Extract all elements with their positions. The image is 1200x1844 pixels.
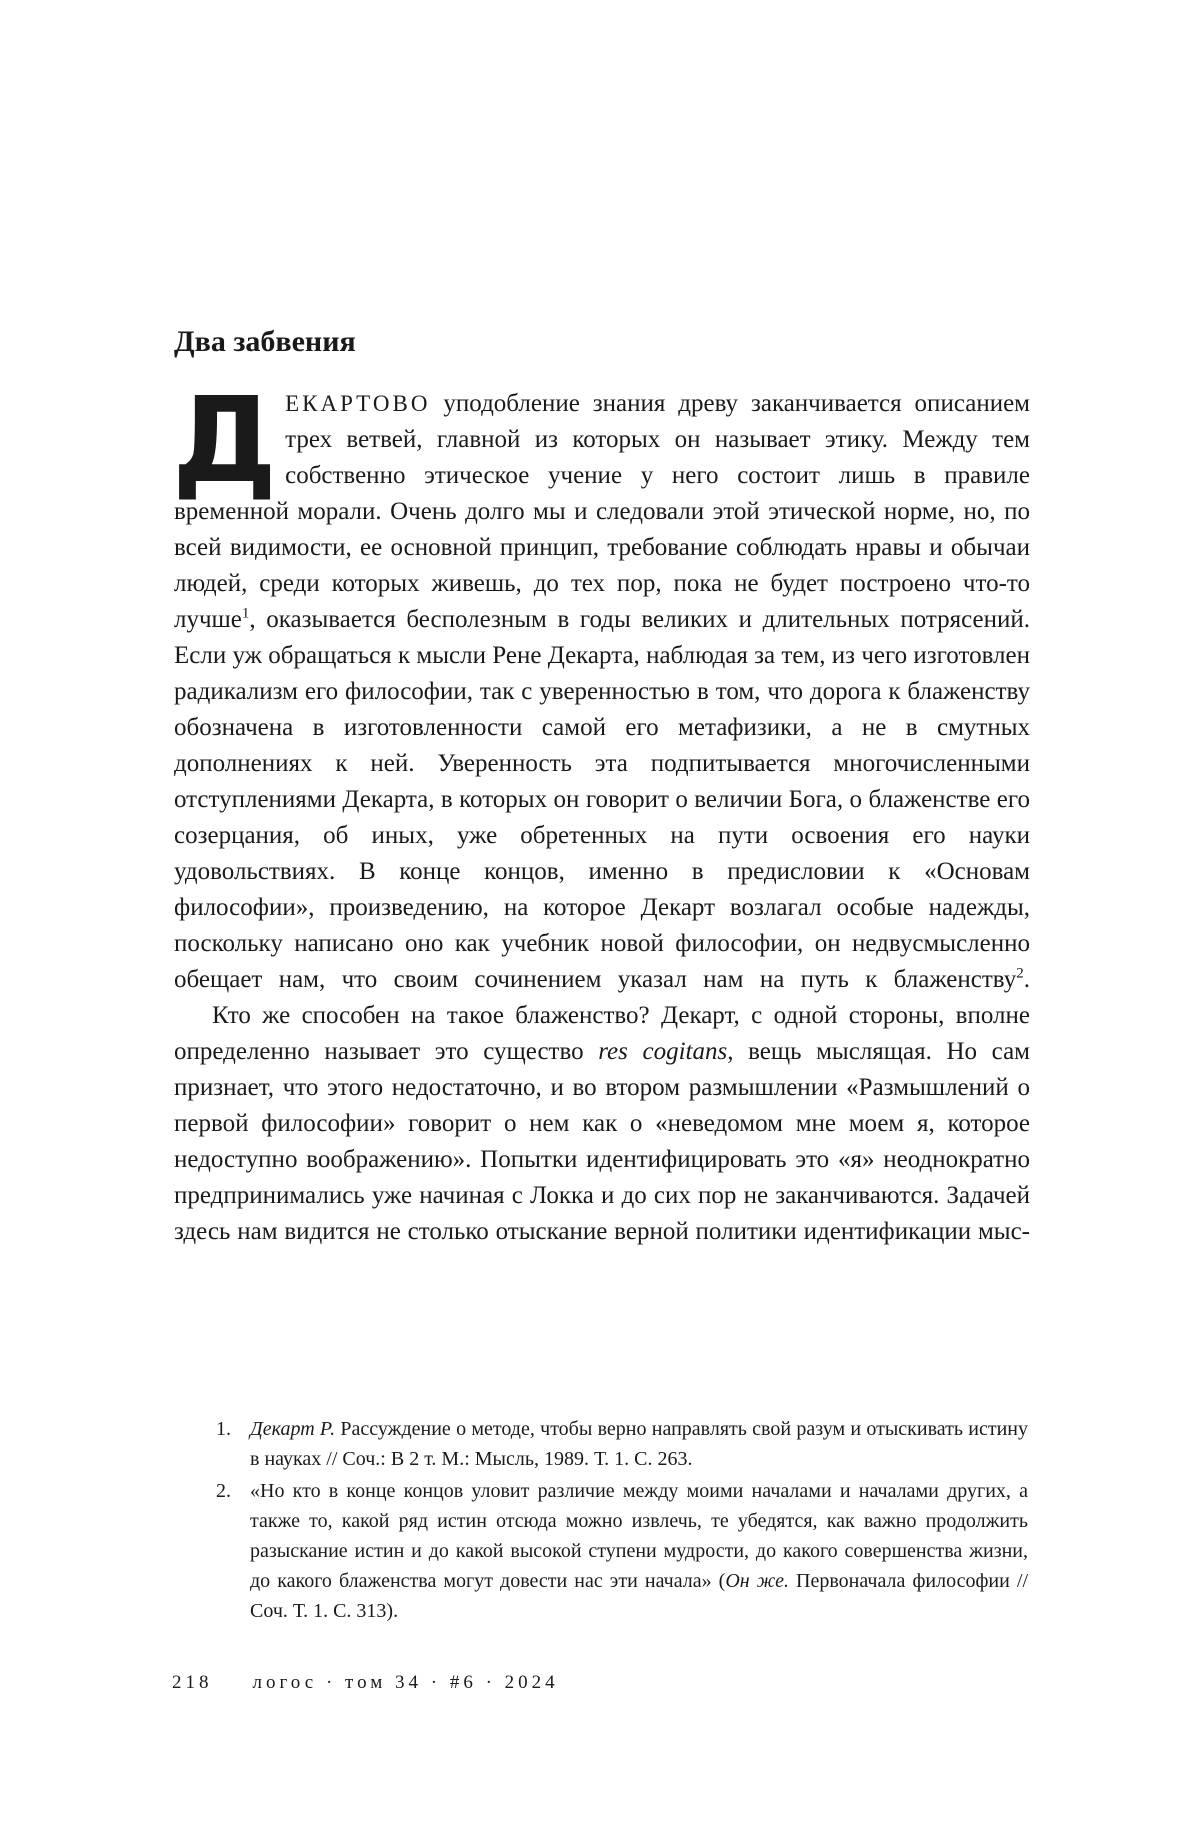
journal-info: логос · том 34 · #6 · 2024 [252, 1672, 559, 1693]
paragraph-1-text-c: . [1023, 966, 1030, 993]
latin-term: res cogitans [598, 1038, 728, 1065]
paragraph-2-text-b: , вещь мыслящая. Но сам признает, что этого недостаточно, и во втором размышлении «Размышлений о первой философии» говорит о нем как о «неведомом мне моем я, которое недоступно воображению». Попытки идентифицировать это «я» неоднократно предпринимались уже начиная с Локка и до сих пор не заканчиваются. Задачей здесь нам видится не столько отыскание верной политики идентификации мыс- [174, 1038, 1031, 1245]
footnote-2 [216, 1476, 1028, 1626]
footnote-italic: Он же. [725, 1570, 789, 1592]
footnote-ref-1[interactable]: 1 [241, 605, 250, 622]
paragraph-1-text-b: , оказывается бесполезным в годы великих и длительных потрясений. Если уж обращаться к мысли Рене Декарта, наблюдая за тем, из чего изготовлен радикализм его философии, так с уверенностью в том, что дорога к блаженству обозначена в изготовленности самой его метафизики, а не в смутных дополнениях к ней. Уверенность эта подпитывается многочисленными отступлениями Декарта, в которых он говорит о величии Бога, о блаженстве его созерцания, об иных, уже обретенных на пути освоения его науки удовольствиях. В конце концов, именно в предисловии к «Основам философии», произведению, на которое Декарт возлагал особые надежды, поскольку написано оно как учебник новой философии, он недвусмысленно обещает нам, что своим сочинением указал нам на путь к блаженству [174, 606, 1030, 993]
footnote-text-end: Первоначала философии // Соч. Т. 1. С. 313). [250, 1570, 1028, 1622]
page-number: 218 [172, 1672, 213, 1693]
paragraph-2 [174, 998, 1030, 1250]
body-text [172, 371, 1031, 1250]
footnote-author: Декарт Р. [250, 1418, 336, 1440]
footnote-1 [216, 1414, 1028, 1474]
footnotes [216, 1414, 1028, 1628]
section-title: Два забвения [174, 325, 356, 358]
lead-word: ЕКАРТОВО [285, 391, 431, 416]
footnote-text: Рассуждение о методе, чтобы верно направлять свой разум и отыскивать истину в науках // Соч.: В 2 т. М.: Мысль, 1989. Т. 1. С. 263. [250, 1418, 1028, 1470]
footnote-ref-2[interactable]: 2 [1016, 965, 1024, 982]
footnote-number: 2. [216, 1480, 231, 1502]
footnote-number: 1. [216, 1418, 231, 1440]
footnote-text: «Но кто в конце концов уловит различие между моими началами и началами других, а также то, какой ряд истин отсюда можно извлечь, те убедятся, как важно продолжить разыскание истин и до какой высокой ступени мудрости, до какого совершенства жизни, до какого блаженства могут довести нас эти начала» ( [250, 1480, 1028, 1592]
article-page [174, 318, 1030, 1250]
paragraph-1 [172, 371, 1030, 998]
paragraph-1-text-a: уподобление знания древу заканчивается описанием трех ветвей, главной из которых он называет этику. Между тем собственно этическое учение у него состоит лишь в правиле временной морали. Очень долго мы и следовали этой этической норме, но, по всей видимости, ее основной принцип, требование соблюдать нравы и обычаи людей, среди которых живешь, до тех пор, пока не будет построено что-то лучше [174, 390, 1030, 633]
page-footer [172, 1672, 559, 1694]
drop-cap: Д [172, 371, 274, 509]
paragraph-2-text-a: Кто же способен на такое блаженство? Декарт, с одной стороны, вполне определенно называет это существо [174, 1002, 1030, 1065]
